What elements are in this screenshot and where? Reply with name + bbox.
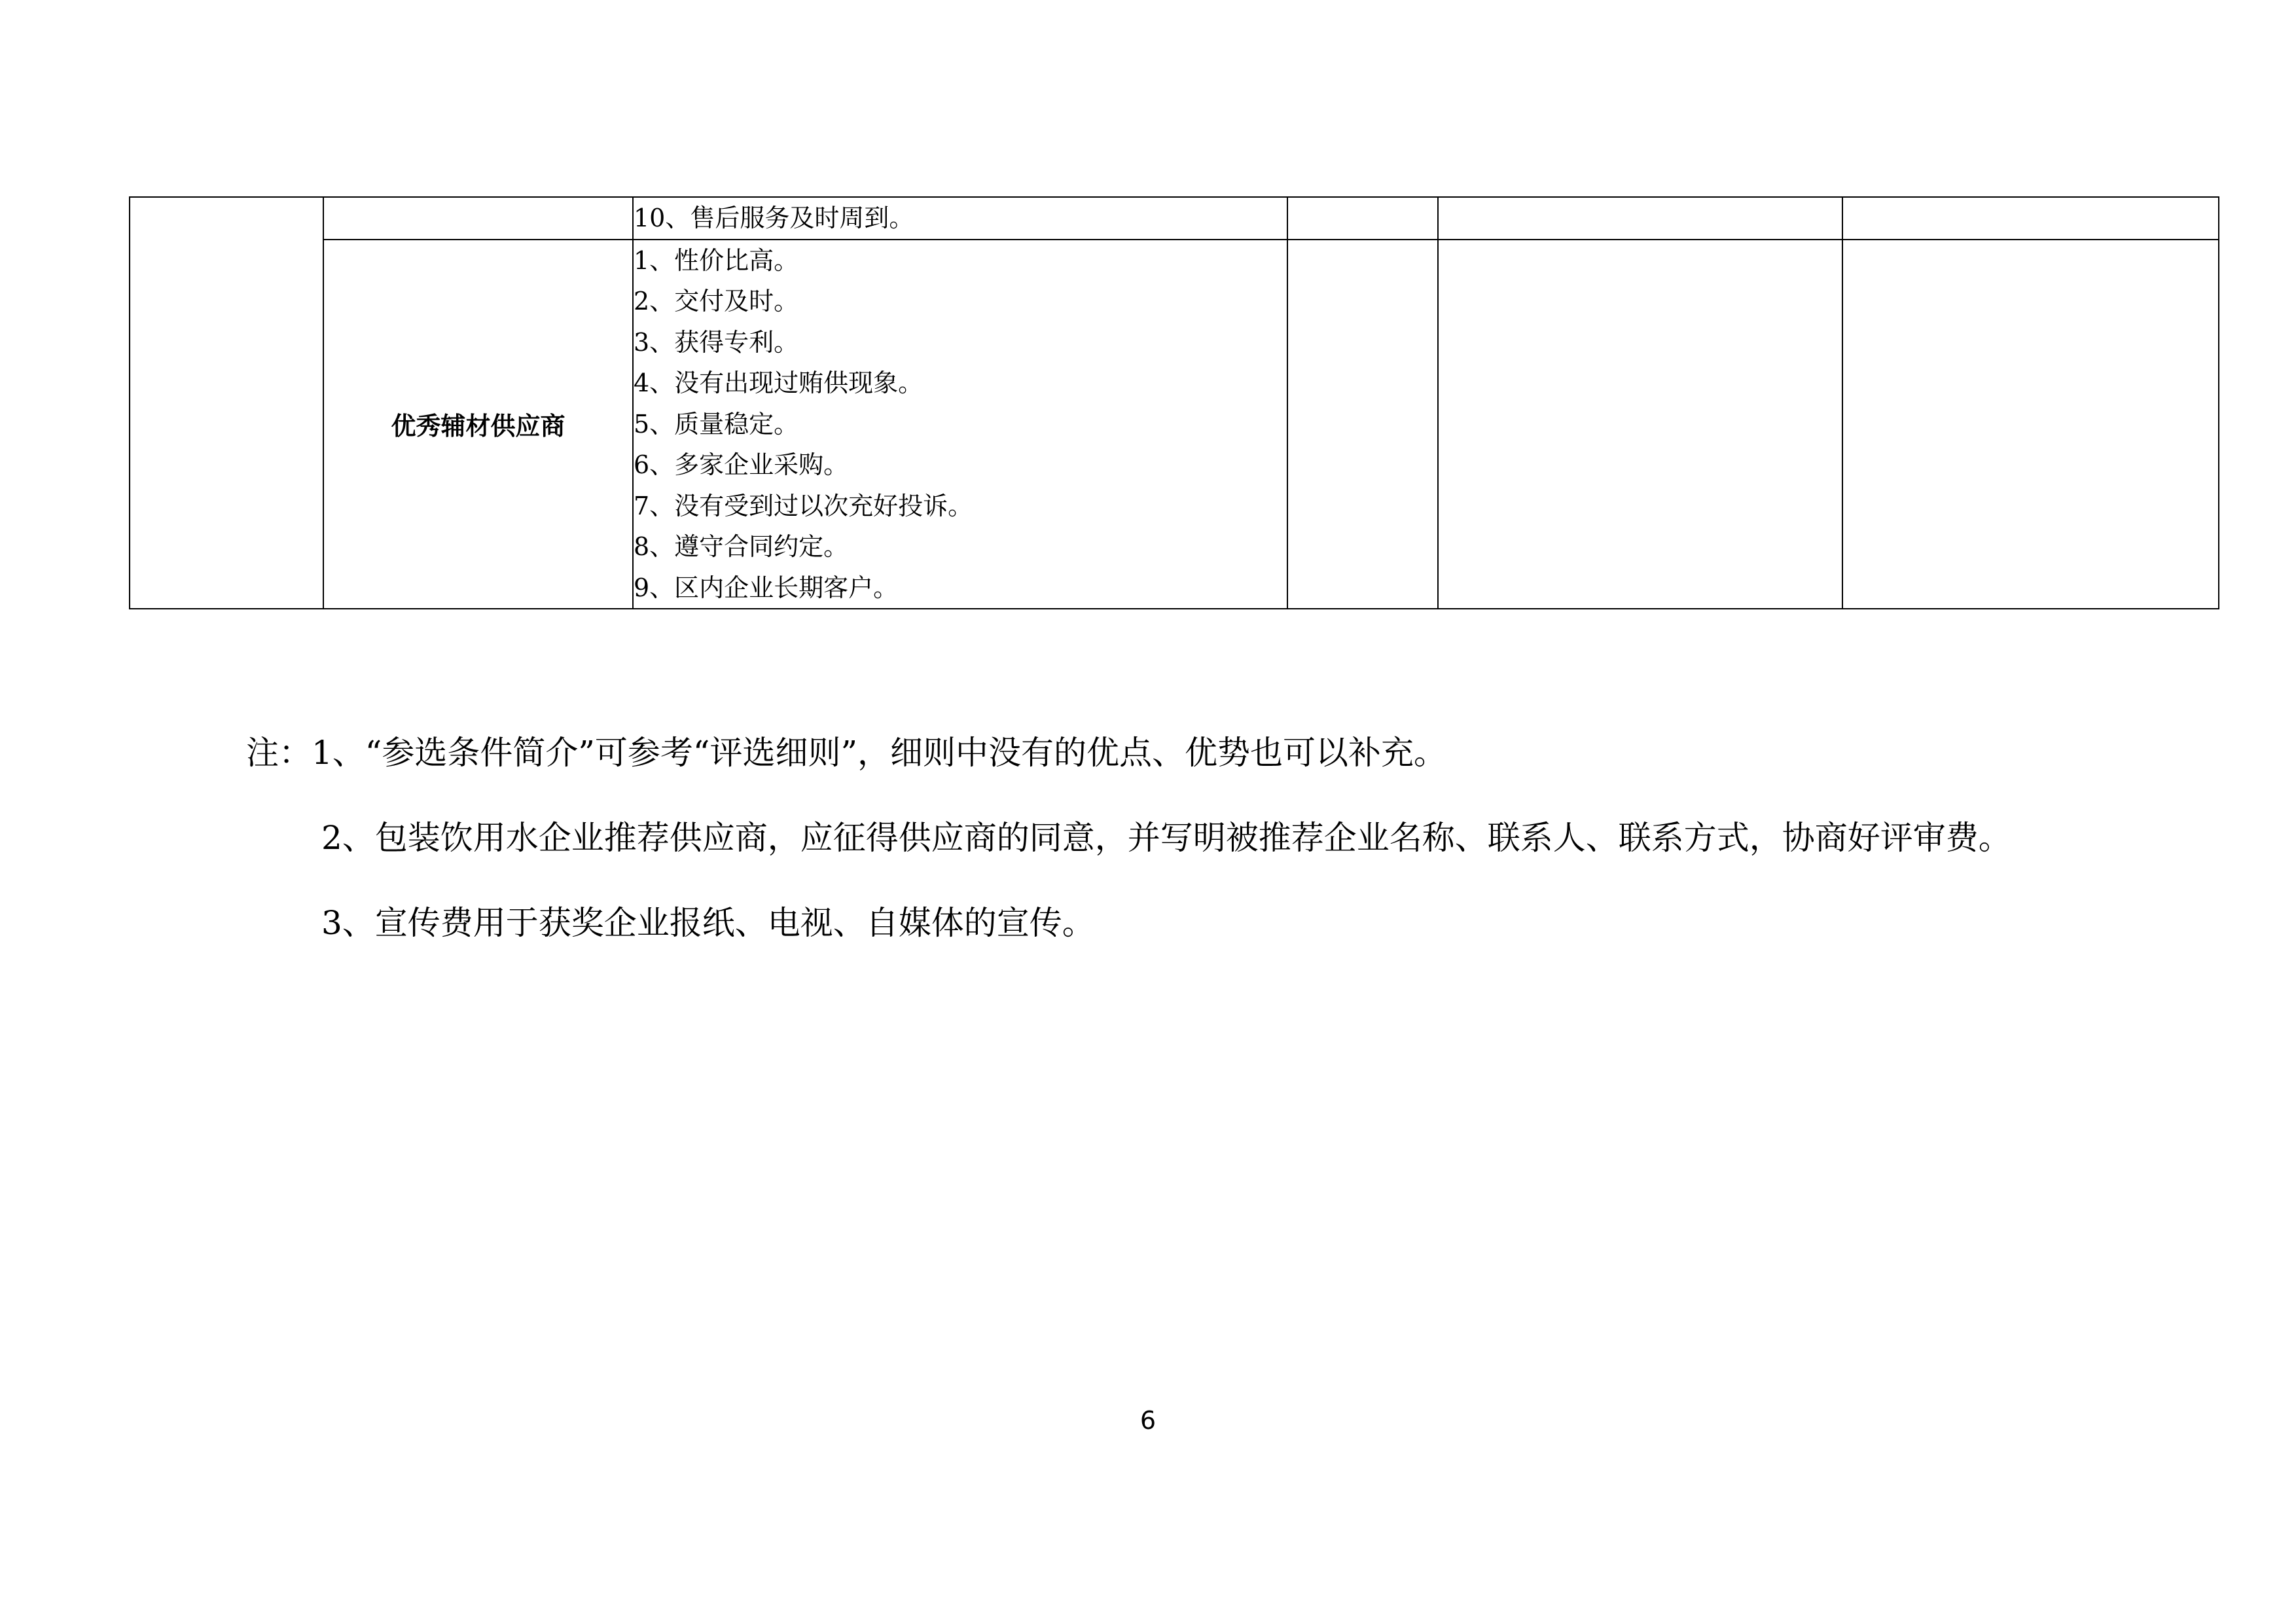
note-3: 3、宣传费用于获奖企业报纸、电视、自媒体的宣传。 <box>321 904 1095 942</box>
table-cell-empty <box>1287 240 1438 609</box>
table-row <box>130 197 2219 240</box>
table-row <box>130 240 2219 609</box>
criterion-line: 8、遵守合同约定。 <box>634 532 849 561</box>
table-cell-empty <box>1842 240 2219 609</box>
page-number: 6 <box>1139 1406 1157 1435</box>
note-1: 注：1、“参选条件简介”可参考“评选细则”，细则中没有的优点、优势也可以补充。 <box>246 734 1447 772</box>
criterion-line: 1、性价比高。 <box>634 245 799 275</box>
criterion-line: 3、获得专利。 <box>634 327 799 357</box>
table-cell-empty <box>1438 240 1842 609</box>
criteria-table <box>129 196 2219 609</box>
criterion-line: 2、交付及时。 <box>634 287 799 316</box>
table-cell-empty <box>1438 197 1842 240</box>
category-label: 优秀辅材供应商 <box>323 240 633 609</box>
criterion-line: 6、多家企业采购。 <box>634 450 849 479</box>
notes-section <box>246 710 2053 965</box>
note-2: 2、包装饮用水企业推荐供应商，应征得供应商的同意，并写明被推荐企业名称、联系人、联系方式，协商好评审费。 <box>321 819 2011 857</box>
table-cell-empty <box>323 197 633 240</box>
table-cell-empty <box>1842 197 2219 240</box>
table-cell-empty <box>1287 197 1438 240</box>
criterion-line: 5、质量稳定。 <box>634 409 799 439</box>
table-cell-empty <box>130 197 323 609</box>
criterion-line: 4、没有出现过贿供现象。 <box>634 369 924 397</box>
criteria-cell <box>633 240 1287 609</box>
criterion-line: 10、售后服务及时周到。 <box>634 204 914 232</box>
criteria-cell <box>633 197 1287 240</box>
criterion-line: 7、没有受到过以次充好投诉。 <box>634 491 973 520</box>
criterion-line: 9、区内企业长期客户。 <box>634 573 899 602</box>
